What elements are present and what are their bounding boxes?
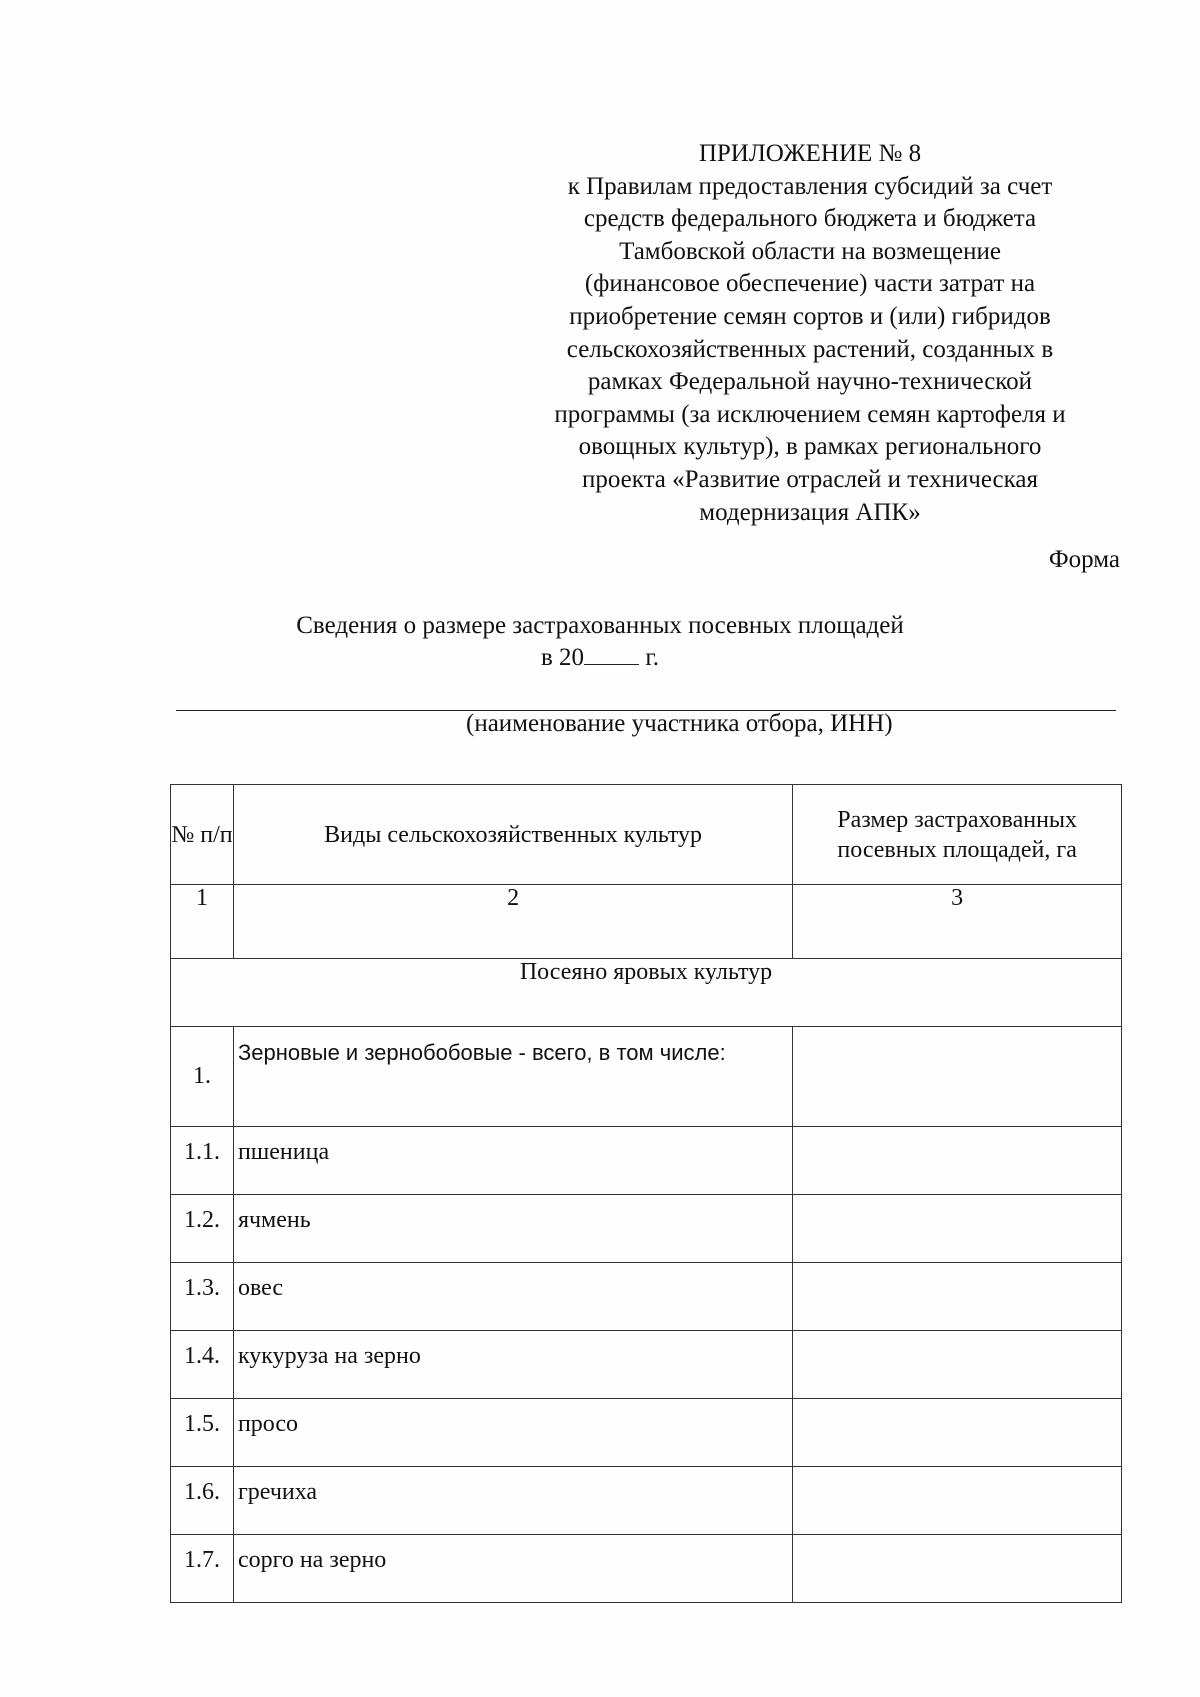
year-blank-field[interactable] (584, 646, 639, 665)
header-crop: Виды сельскохозяйственных культур (233, 785, 792, 885)
year-prefix: в 20 (541, 644, 585, 671)
row-area-cell[interactable] (793, 1399, 1122, 1467)
row-num: 1.2. (171, 1195, 234, 1263)
row-crop-name: гречиха (233, 1467, 792, 1535)
table-row (171, 1195, 1122, 1263)
row-crop-name: сорго на зерно (233, 1535, 792, 1603)
annex-number: ПРИЛОЖЕНИЕ № 8 (698, 140, 922, 167)
section-row (171, 959, 1122, 1027)
table-row (171, 1127, 1122, 1195)
row-num: 1.6. (171, 1467, 234, 1535)
annex-line: модернизация АПК» (699, 498, 921, 526)
header-num: № п/п (171, 785, 234, 885)
row-num: 1. (171, 1027, 234, 1127)
annex-line: приобретение семян сортов и (или) гибридов (569, 302, 1051, 330)
table-header-row (171, 785, 1122, 885)
column-index: 1 (171, 885, 234, 959)
row-crop-name: кукуруза на зерно (233, 1331, 792, 1399)
annex-line: проекта «Развитие отраслей и техническая (581, 465, 1038, 493)
row-crop-name: ячмень (233, 1195, 792, 1263)
document-heading (180, 610, 1020, 674)
table-row (171, 1467, 1122, 1535)
row-area-cell[interactable] (793, 1195, 1122, 1263)
row-area-cell[interactable] (793, 1263, 1122, 1331)
table-row (171, 1331, 1122, 1399)
column-index-row (171, 885, 1122, 959)
table-row (171, 1399, 1122, 1467)
row-crop-name: Зерновые и зернобобовые - всего, в том числе: (233, 1027, 792, 1127)
row-crop-name: пшеница (233, 1127, 792, 1195)
header-area: Размер застрахованных посевных площадей, га (793, 785, 1122, 885)
heading-title: Сведения о размере застрахованных посевных площадей (296, 612, 904, 639)
table-row (171, 1535, 1122, 1603)
year-suffix: г. (645, 644, 659, 671)
annex-line: Тамбовской области на возмещение (619, 237, 1001, 265)
crops-table (170, 784, 1122, 1603)
annex-line: программы (за исключением семян картофеля и (554, 400, 1066, 428)
column-index: 3 (793, 885, 1122, 959)
annex-line: к Правилам предоставления субсидий за счет (567, 172, 1053, 200)
row-num: 1.3. (171, 1263, 234, 1331)
table-row (171, 1027, 1122, 1127)
row-area-cell[interactable] (793, 1027, 1122, 1127)
section-title: Посеяно яровых культур (171, 959, 1122, 1027)
row-area-cell[interactable] (793, 1331, 1122, 1399)
row-num: 1.7. (171, 1535, 234, 1603)
row-area-cell[interactable] (793, 1467, 1122, 1535)
annex-line: (финансовое обеспечение) части затрат на (584, 270, 1036, 298)
row-area-cell[interactable] (793, 1127, 1122, 1195)
table-row (171, 1263, 1122, 1331)
annex-line: овощных культур), в рамках регионального (578, 433, 1042, 461)
row-num: 1.1. (171, 1127, 234, 1195)
row-area-cell[interactable] (793, 1535, 1122, 1603)
annex-header (500, 138, 1120, 529)
annex-line: средств федерального бюджета и бюджета (583, 205, 1037, 233)
row-crop-name: овес (233, 1263, 792, 1331)
participant-caption: (наименование участника отбора, ИНН) (466, 710, 893, 737)
row-num: 1.4. (171, 1331, 234, 1399)
row-num: 1.5. (171, 1399, 234, 1467)
column-index: 2 (233, 885, 792, 959)
row-crop-name: просо (233, 1399, 792, 1467)
heading-year-line (541, 642, 659, 674)
annex-line: сельскохозяйственных растений, созданных в (566, 335, 1054, 363)
annex-line: рамках Федеральной научно-технической (587, 368, 1033, 396)
form-label: Форма (1048, 546, 1120, 573)
